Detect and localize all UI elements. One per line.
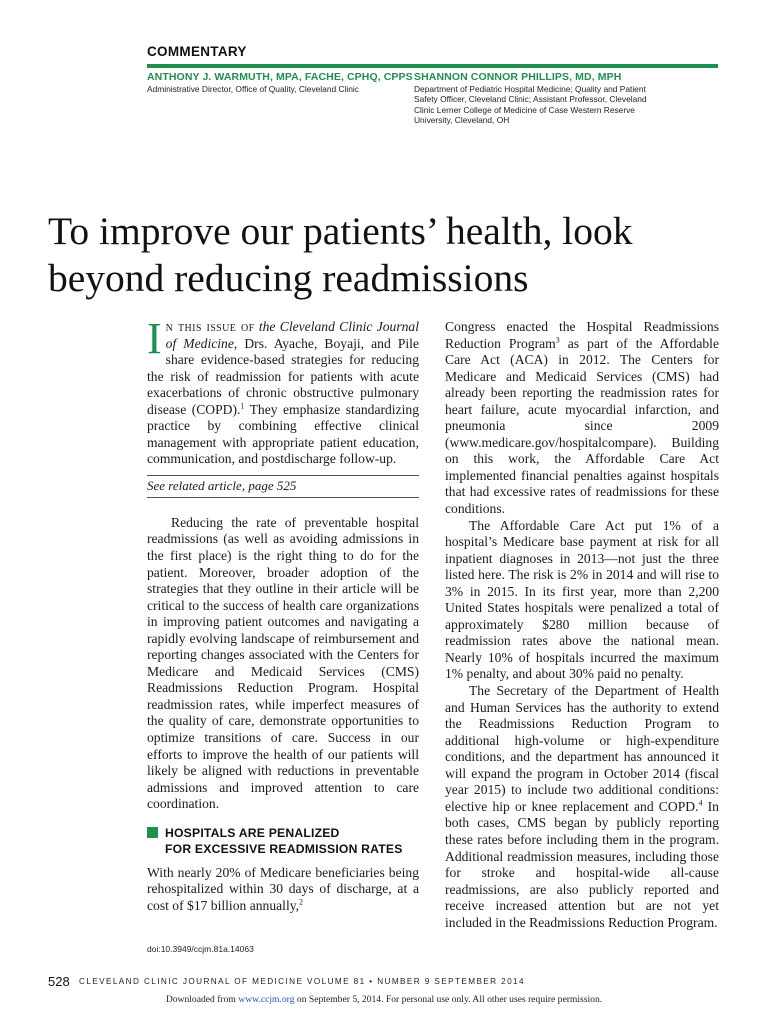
author-block-2 (414, 71, 664, 126)
section-heading (147, 825, 419, 857)
author-name: ANTHONY J. WARMUTH, MPA, FACHE, CPHQ, CPPS (147, 71, 413, 83)
intro-text: , Drs. Ayache, Boyaji, and Pile share evidence-based strategies for reducing the risk of readmission for patients with acute exacerbations of chronic obstructive pulmonary disease (COPD). (147, 335, 419, 417)
reference-4[interactable]: 4 (698, 798, 703, 808)
body-paragraph (445, 319, 719, 518)
reference-2[interactable]: 2 (299, 897, 304, 907)
heading-line-1: HOSPITALS ARE PENALIZED (165, 825, 340, 840)
intro-text-continued: They emphasize standardizing practice by combining effective clinical management with appropriate patient education, communication, and postdischarge follow-up. (147, 401, 419, 467)
paragraph-text-continued: as part of the Affordable Care Act (ACA) in 2012. The Centers for Medicare and Medicaid Services (CMS) had already been reporting the readmission rates for heart failure, acute myocardial infarction, and pneumonia since 2009 (www.medicare.gov/hospitalcompare). Building on this work, the Affordable Care Act implemented financial penalties against hospitals that had excessive rates of readmissions for these conditions. (445, 335, 719, 517)
author-affiliation: Administrative Director, Office of Quality, Cleveland Clinic (147, 84, 359, 94)
section-label: COMMENTARY (147, 44, 247, 59)
author-block-1 (147, 71, 413, 94)
paragraph-text: Congress enacted the Hospital Readmissions Reduction Program (445, 319, 719, 351)
article-title: To improve our patients’ health, look beyond reducing readmissions (48, 209, 633, 300)
body-paragraph: The Affordable Care Act put 1% of a hospital’s Medicare base payment at risk for all inpatient diagnoses in 2013—not just the three listed here. The risk is 2% in 2014 and will rise to 3% in 2015. In its first year, more than 2,200 United States hospitals were penalized a total of approximately $280 million because of readmission rates above the national mean. Nearly 10% of hospitals incurred the maximum 1% penalty, and about 30% paid no penalty. (445, 517, 719, 682)
download-suffix: on September 5, 2014. For personal use only. All other uses require permission. (294, 994, 603, 1005)
drop-cap: I (147, 314, 162, 363)
reference-1[interactable]: 1 (240, 401, 245, 411)
author-affiliation: Department of Pediatric Hospital Medicine; Quality and Patient Safety Officer, Cleveland Clinic; Assistant Professor, Cleveland Clinic Lerner College of Medicine of Case Western Reserve University, Cleveland, OH (414, 84, 647, 126)
ccjm-link[interactable]: www.ccjm.org (238, 994, 295, 1005)
header-rule (147, 64, 718, 68)
paragraph-text: With nearly 20% of Medicare beneficiaries being rehospitalized within 30 days of discharge, at a cost of $17 billion annually, (147, 864, 419, 913)
left-column (147, 314, 419, 914)
download-notice (0, 994, 768, 1005)
body-paragraph (445, 683, 719, 931)
journal-name: the Cleveland Clinic Journal of Medicine (165, 319, 419, 351)
author-name: SHANNON CONNOR PHILLIPS, MD, MPH (414, 71, 622, 83)
paragraph-text: The Secretary of the Department of Health and Human Services has the authority to extend the Readmissions Reduction Program to additional high-volume or high-expenditure conditions, and the department has announced it will expand the program in October 2014 (fiscal year 2015) to include two additional conditions: elective hip or knee replacement and COPD. (445, 683, 719, 814)
related-article-link[interactable]: See related article, page 525 (147, 475, 419, 498)
page-number: 528 (48, 974, 70, 989)
heading-line-2: FOR EXCESSIVE READMISSION RATES (165, 841, 403, 856)
download-prefix: Downloaded from (165, 994, 239, 1005)
journal-footer: CLEVELAND CLINIC JOURNAL OF MEDICINE VOLUME 81 • NUMBER 9 SEPTEMBER 2014 (79, 977, 525, 986)
body-paragraph (147, 865, 419, 915)
intro-paragraph (147, 314, 419, 468)
body-paragraph: Reducing the rate of preventable hospital readmissions (as well as avoiding admissions in the first place) is the right thing to do for the patient. Moreover, broader adoption of the strategies that they outline in their article will be critical to the success of health care organizations in improving patient outcomes and navigating a rapidly evolving landscape of reimbursement and reporting changes associated with the Centers for Medicare and Medicaid Services (CMS) Readmissions Reduction Program. Hospital readmission rates, while imperfect measures of the quality of care, demonstrate opportunities to optimize transitions of care. Success in our efforts to improve the health of our patients will likely be aligned with reductions in preventable admissions and improved attention to care coordination. (147, 514, 419, 812)
square-bullet-icon (147, 827, 158, 838)
right-column (445, 319, 719, 931)
reference-3[interactable]: 3 (555, 335, 560, 345)
intro-smallcaps: n this issue of (165, 319, 255, 334)
paragraph-text-continued: In both cases, CMS began by publicly reporting these rates before including them in the program. Additional readmission measures, including those for stroke and hospital-wide all-cause readmissions, are also publicly reported and receive increased attention but are not yet included in the Readmissions Reduction Program. (445, 798, 719, 930)
doi: doi:10.3949/ccjm.81a.14063 (147, 944, 254, 954)
